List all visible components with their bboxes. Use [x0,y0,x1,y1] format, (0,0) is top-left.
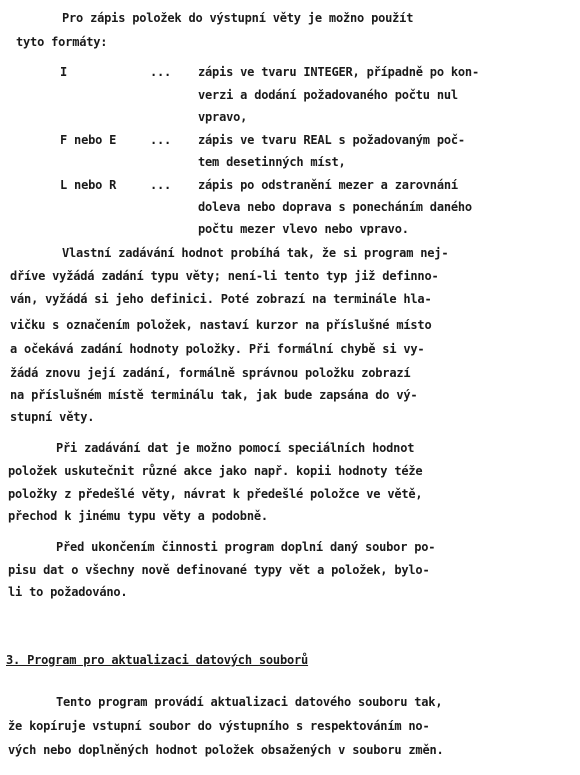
text-line: Tento program provádí aktualizaci datového souboru tak, [56,695,443,709]
format-code: F nebo E [60,133,117,147]
text-line: na příslušném místě terminálu tak, jak bude zapsána do vý- [10,388,418,402]
format-dots: ... [150,133,172,147]
text-line: Vlastní zadávání hodnot probíhá tak, že si program nej- [62,246,449,260]
format-code: I [60,65,68,79]
text-line: Před ukončením činnosti program doplní daný soubor po- [56,540,436,554]
text-line: že kopíruje vstupní soubor do výstupního s respektováním no- [8,719,430,733]
text-line: Pro zápis položek do výstupní věty je možno použít [62,11,414,25]
text-line: dříve vyžádá zadání typu věty; není-li tento typ již definno- [10,269,439,283]
text-line: položek uskutečnit různé akce jako např. kopii hodnoty téže [8,464,423,478]
text-line: vičku s označením položek, nastaví kurzor na příslušné místo [10,318,432,332]
text-line: Při zadávání dat je možno pomocí speciálních hodnot [56,441,415,455]
text-line: stupní věty. [10,410,95,424]
text-line: žádá znovu její zadání, formálně správnou položku zobrazí [10,366,411,380]
format-description: doleva nebo doprava s ponecháním daného [198,200,472,214]
format-description: zápis ve tvaru INTEGER, případně po kon- [198,65,479,79]
text-line: li to požadováno. [8,585,128,599]
format-code: L nebo R [60,178,117,192]
format-dots: ... [150,178,172,192]
format-description: zápis po odstranění mezer a zarovnání [198,178,458,192]
section-heading: 3. Program pro aktualizaci datových souborů [6,653,309,667]
format-description: počtu mezer vlevo nebo vpravo. [198,222,409,236]
text-line: vých nebo doplněných hodnot položek obsažených v souboru změn. [8,743,444,757]
text-line: přechod k jinému typu věty a podobně. [8,509,268,523]
format-description: zápis ve tvaru REAL s požadovaným poč- [198,133,465,147]
text-line: pisu dat o všechny nově definované typy vět a položek, bylo- [8,563,430,577]
format-dots: ... [150,65,172,79]
text-line: položky z předešlé věty, návrat k předešlé položce ve větě, [8,487,423,501]
text-line: tyto formáty: [16,35,108,49]
format-description: vpravo, [198,110,248,124]
format-description: tem desetinných míst, [198,155,346,169]
format-description: verzi a dodání požadovaného počtu nul [198,88,458,102]
text-line: ván, vyžádá si jeho definici. Poté zobrazí na terminále hla- [10,292,432,306]
text-line: a očekává zadání hodnoty položky. Při formální chybě si vy- [10,342,425,356]
